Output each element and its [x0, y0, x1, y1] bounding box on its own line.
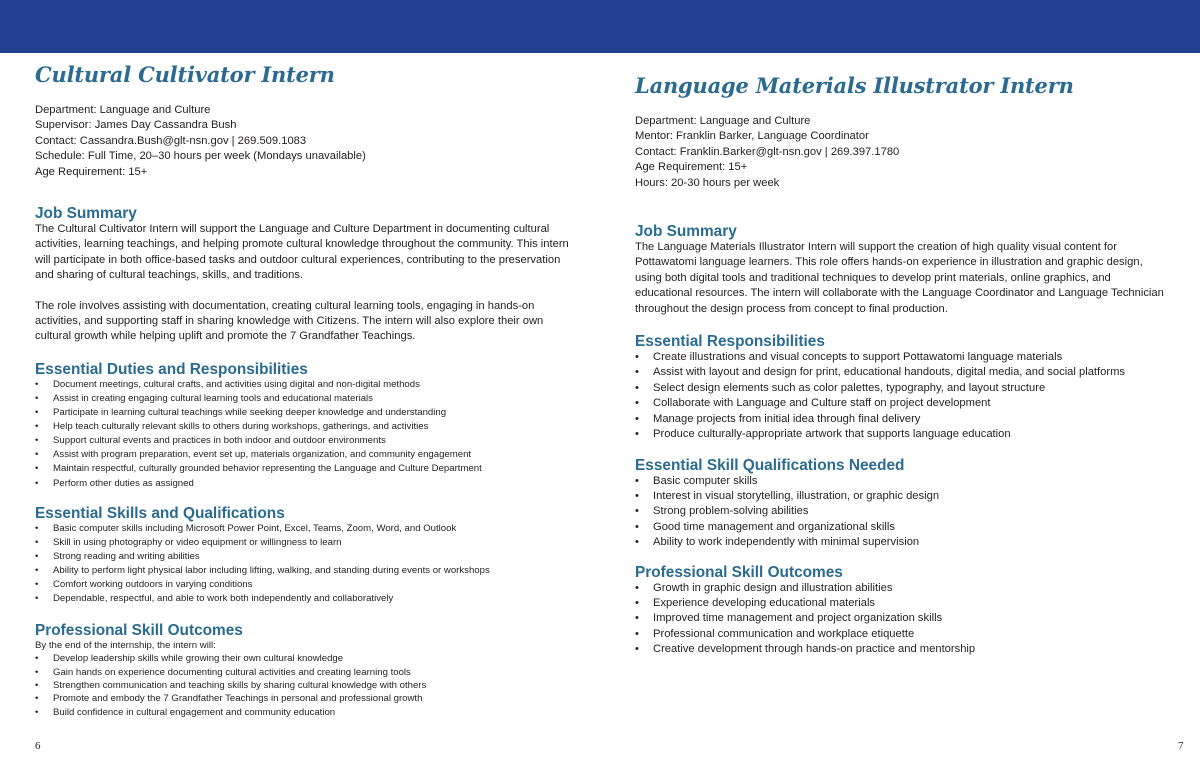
- section-heading: Essential Skills and Qualifications: [35, 504, 285, 522]
- list-item: • Experience developing educational materials: [635, 596, 1170, 611]
- skills-list: [35, 522, 580, 607]
- list-item: • Produce culturally-appropriate artwork that supports language education: [635, 427, 1170, 442]
- list-item: • Assist in creating engaging cultural learning tools and educational materials: [35, 392, 580, 406]
- list-item: • Assist with layout and design for print, educational handouts, digital media, and social platforms: [635, 365, 1170, 380]
- job-meta: [35, 103, 580, 180]
- list-item: • Basic computer skills: [635, 474, 1170, 489]
- meta-line: Hours: 20-30 hours per week: [635, 176, 780, 189]
- list-item: • Comfort working outdoors in varying conditions: [35, 578, 580, 592]
- section-heading: Essential Duties and Responsibilities: [35, 360, 308, 378]
- meta-line: Age Requirement: 15+: [35, 165, 148, 178]
- section-heading: Job Summary: [635, 223, 737, 241]
- list-item: • Collaborate with Language and Culture staff on project development: [635, 396, 1170, 411]
- job-meta: [635, 114, 1170, 191]
- list-item: • Good time management and organizational skills: [635, 520, 1170, 535]
- page-right: [635, 53, 1170, 776]
- list-item: • Strong reading and writing abilities: [35, 550, 580, 564]
- page-number: 7: [1178, 740, 1184, 752]
- list-item: • Help teach culturally relevant skills to others during workshops, gatherings, and activities: [35, 420, 580, 434]
- meta-line: Contact: Franklin.Barker@glt-nsn.gov | 269.397.1780: [635, 145, 900, 158]
- page-title: Language Materials Illustrator Intern: [635, 73, 1074, 98]
- outcomes-list: [35, 652, 580, 718]
- page-title: Cultural Cultivator Intern: [35, 62, 335, 87]
- header-band: [0, 0, 1200, 53]
- section-heading: Professional Skill Outcomes: [635, 563, 843, 581]
- list-item: • Document meetings, cultural crafts, and activities using digital and non-digital methods: [35, 378, 580, 392]
- meta-line: Age Requirement: 15+: [635, 161, 748, 174]
- page-number: 6: [35, 740, 41, 752]
- list-item: • Strong problem-solving abilities: [635, 504, 1170, 519]
- list-item: • Develop leadership skills while growing their own cultural knowledge: [35, 652, 580, 665]
- list-item: • Creative development through hands-on practice and mentorship: [635, 642, 1170, 657]
- list-item: • Support cultural events and practices in both indoor and outdoor environments: [35, 434, 580, 448]
- job-summary-paragraph: The role involves assisting with documentation, creating cultural learning tools, engaging in hands-on activities, and supporting staff in sharing knowledge with Citizens. The intern will also explore their own cultural growth while helping uplift and promote the 7 Grandfather Teachings.: [35, 299, 544, 343]
- section-heading: Professional Skill Outcomes: [35, 622, 243, 640]
- list-item: • Assist with program preparation, event set up, materials organization, and community engagement: [35, 448, 580, 462]
- meta-line: Contact: Cassandra.Bush@glt-nsn.gov | 269.509.1083: [35, 134, 307, 147]
- section-heading: Job Summary: [35, 205, 137, 223]
- list-item: • Gain hands on experience documenting cultural activities and creating learning tools: [35, 666, 580, 679]
- section-heading: Essential Skill Qualifications Needed: [635, 456, 905, 474]
- list-item: • Strengthen communication and teaching skills by sharing cultural knowledge with others: [35, 679, 580, 692]
- list-item: • Improved time management and project organization skills: [635, 611, 1170, 626]
- meta-line: Schedule: Full Time, 20–30 hours per week (Mondays unavailable): [35, 150, 366, 163]
- list-item: • Promote and embody the 7 Grandfather Teachings in personal and professional growth: [35, 692, 580, 705]
- list-item: • Dependable, respectful, and able to work both independently and collaboratively: [35, 592, 580, 606]
- list-item: • Participate in learning cultural teachings while seeking deeper knowledge and understanding: [35, 406, 580, 420]
- duties-list: [35, 378, 580, 491]
- list-item: • Professional communication and workplace etiquette: [635, 627, 1170, 642]
- job-summary-paragraph: The Language Materials Illustrator Intern will support the creation of high quality visual content for Pottawatomi language learners. This role offers hands-on experience in illustration and graphic design, using both digital tools and traditional techniques to develop print materials, online graphics, and educational resources. The intern will collaborate with the Language Coordinator and Language Technician throughout the design process from concept to final production.: [635, 241, 1164, 315]
- qualifications-list: [635, 474, 1170, 551]
- responsibilities-list: [635, 350, 1170, 442]
- list-item: • Create illustrations and visual concepts to support Pottawatomi language materials: [635, 350, 1170, 365]
- outcomes-intro: By the end of the internship, the intern will:: [35, 640, 216, 652]
- list-item: • Interest in visual storytelling, illustration, or graphic design: [635, 489, 1170, 504]
- list-item: • Growth in graphic design and illustration abilities: [635, 581, 1170, 596]
- meta-line: Department: Language and Culture: [35, 104, 211, 116]
- list-item: • Ability to work independently with minimal supervision: [635, 535, 1170, 550]
- page-left: [35, 53, 580, 776]
- section-heading: Essential Responsibilities: [635, 333, 825, 351]
- list-item: • Maintain respectful, culturally grounded behavior representing the Language and Culture Department: [35, 462, 580, 476]
- list-item: • Manage projects from initial idea through final delivery: [635, 412, 1170, 427]
- meta-line: Mentor: Franklin Barker, Language Coordinator: [635, 130, 869, 143]
- list-item: • Perform other duties as assigned: [35, 477, 580, 491]
- list-item: • Skill in using photography or video equipment or willingness to learn: [35, 536, 580, 550]
- list-item: • Select design elements such as color palettes, typography, and layout structure: [635, 381, 1170, 396]
- meta-line: Supervisor: James Day Cassandra Bush: [35, 119, 237, 132]
- meta-line: Department: Language and Culture: [635, 115, 811, 127]
- list-item: • Build confidence in cultural engagement and community education: [35, 706, 580, 719]
- list-item: • Ability to perform light physical labor including lifting, walking, and standing during events or workshops: [35, 564, 580, 578]
- outcomes-list: [635, 581, 1170, 658]
- job-summary-paragraph: The Cultural Cultivator Intern will support the Language and Culture Department in documenting cultural activities, learning teachings, and helping promote cultural knowledge throughout the community. This intern will participate in both office-based tasks and outdoor cultural experiences, contributing to the preservation and sharing of cultural teachings, skills, and traditions.: [35, 223, 569, 282]
- list-item: • Basic computer skills including Microsoft Power Point, Excel, Teams, Zoom, Word, and Outlook: [35, 522, 580, 536]
